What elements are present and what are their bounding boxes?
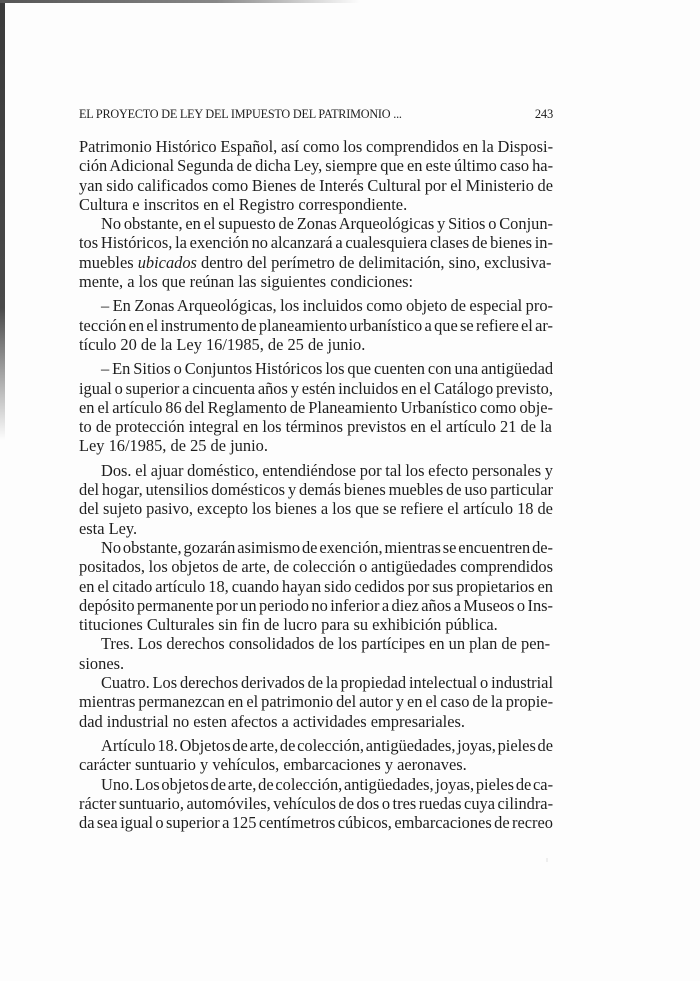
text-line: Artículo 18. Objetos de arte, de colección, antigüedades, joyas, pieles de: [101, 735, 554, 755]
text-line: esta Ley.: [79, 518, 138, 538]
paragraph: [79, 137, 553, 214]
paragraph: [79, 634, 553, 673]
text-line: positados, los objetos de arte, de colección o antigüedades comprendidos: [79, 557, 553, 577]
text-run: dentro del perímetro de delimitación, sino, exclusiva-: [196, 252, 552, 272]
text-line: yan sido calificados como Bienes de Interés Cultural por el Ministerio de: [79, 175, 554, 195]
text-run: muebles: [79, 252, 138, 272]
text-line: – En Zonas Arqueológicas, los incluidos como objeto de especial pro-: [101, 296, 553, 316]
text-line: mente, a los que reúnan las siguientes condiciones:: [79, 272, 414, 292]
scan-edge-shadow-top: [0, 0, 360, 3]
text-line: rácter suntuario, automóviles, vehículos de dos o tres ruedas cuya cilindra-: [79, 793, 554, 813]
text-line: en el citado artículo 18, cuando hayan sido cedidos por sus propietarios en: [79, 576, 553, 596]
text-line: tículo 20 de la Ley 16/1985, de 25 de junio.: [79, 334, 366, 354]
text-line: – En Sitios o Conjuntos Históricos los que cuenten con una antigüedad: [101, 359, 554, 379]
text-line: del sujeto pasivo, excepto los bienes a los que se refiere el artículo 18 de: [79, 499, 553, 519]
text-line: igual o superior a cincuenta años y estén incluidos en el Catálogo previsto,: [79, 378, 553, 398]
text-line: dad industrial no esten afectos a actividades empresariales.: [79, 711, 465, 731]
paragraph: [79, 359, 553, 455]
paragraph: [79, 673, 553, 731]
text-line: No obstante, gozarán asimismo de exención, mientras se encuentren de-: [101, 537, 553, 557]
text-line: depósito permanente por un periodo no inferior a diez años a Museos o Ins-: [79, 595, 553, 615]
text-line: No obstante, en el supuesto de Zonas Arqueológicas y Sitios o Conjun-: [101, 214, 553, 234]
text-line: tos Históricos, la exención no alcanzará a cualesquiera clases de bienes in-: [79, 233, 553, 253]
paragraph: [79, 296, 553, 354]
text-line: mientras permanezcan en el patrimonio del autor y en el caso de la propie-: [79, 692, 554, 712]
text-line: Tres. Los derechos consolidados de los partícipes en un plan de pen-: [101, 634, 551, 654]
scan-edge-shadow-left: [0, 0, 5, 440]
text-line: tituciones Culturales sin fin de lucro para su exhibición pública.: [79, 615, 498, 635]
running-title: EL PROYECTO DE LEY DEL IMPUESTO DEL PATRIMONIO ...: [79, 107, 402, 121]
text-line: to de protección integral en los términos previstos en el artículo 21 de la: [79, 417, 552, 437]
page-number: 243: [534, 107, 553, 121]
page-body: [79, 137, 553, 832]
text-line: en el artículo 86 del Reglamento de Planeamiento Urbanístico como obje-: [79, 397, 553, 417]
text-line: tección en el instrumento de planeamiento urbanístico a que se refiere el ar-: [79, 315, 554, 335]
paragraph: [79, 214, 553, 291]
paragraph: [79, 538, 553, 634]
text-line: Cuatro. Los derechos derivados de la propiedad intelectual o industrial: [101, 673, 554, 693]
paragraph: [79, 775, 553, 833]
text-line: carácter suntuario y vehículos, embarcaciones y aeronaves.: [79, 755, 467, 775]
text-line: Ley 16/1985, de 25 de junio.: [79, 436, 268, 456]
text-line: Dos. el ajuar doméstico, entendiéndose por tal los efecto personales y: [101, 460, 553, 480]
text-line: Uno. Los objetos de arte, de colección, antigüedades, joyas, pieles de ca-: [101, 774, 554, 794]
text-line-mixed: [79, 253, 553, 272]
text-line: Cultura e inscritos en el Registro correspondiente.: [79, 194, 408, 214]
paragraph: [79, 736, 553, 775]
text-line: siones.: [79, 653, 125, 673]
paragraph: [79, 461, 553, 538]
text-line: da sea igual o superior a 125 centímetros cúbicos, embarcaciones de recreo: [79, 813, 553, 833]
scan-speck: [546, 858, 548, 862]
text-line: Patrimonio Histórico Español, así como los comprendidos en la Disposi-: [79, 137, 554, 156]
italic-term: ubicados: [137, 252, 197, 272]
text-line: del hogar, utensilios domésticos y demás bienes muebles de uso particular: [79, 480, 553, 500]
text-line: ción Adicional Segunda de dicha Ley, siempre que en este último caso ha-: [79, 156, 554, 176]
running-header: [79, 107, 553, 125]
